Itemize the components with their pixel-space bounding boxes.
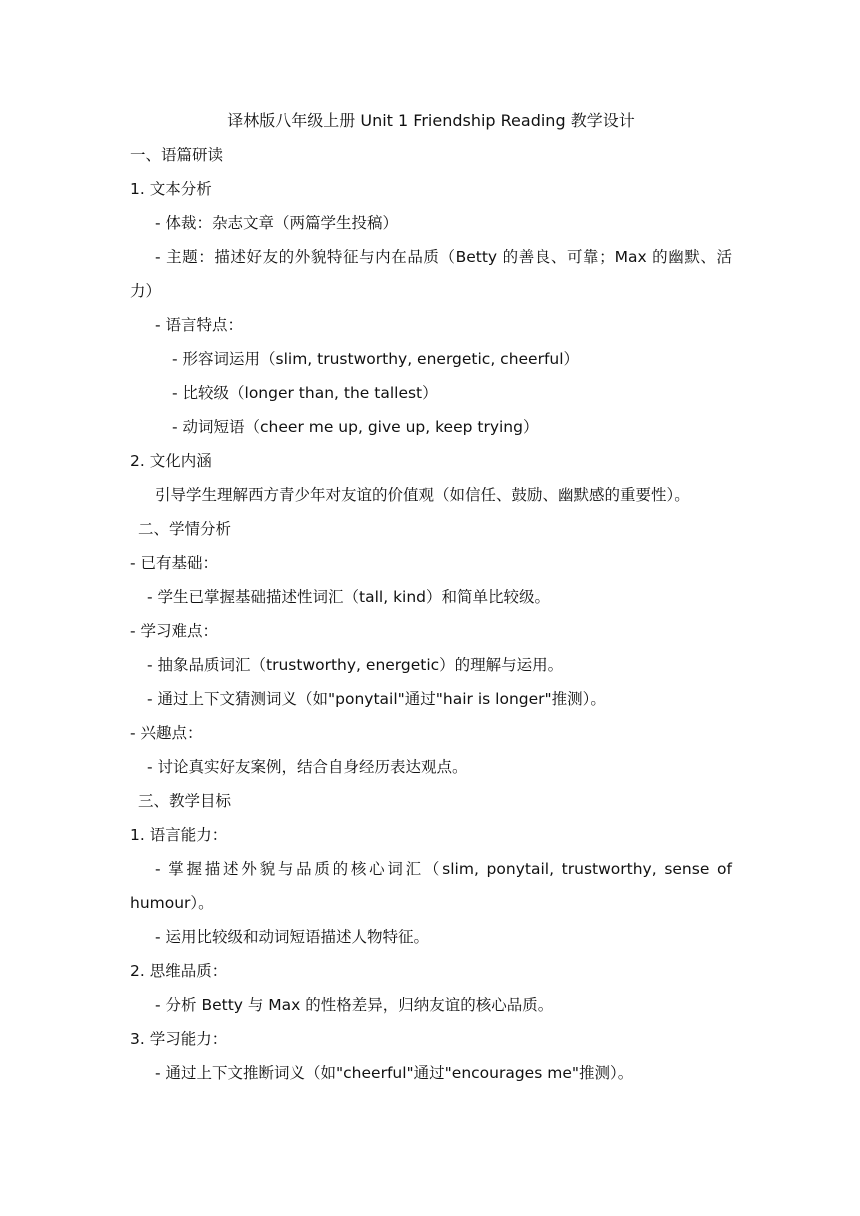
bullet-foundation-detail: - 学生已掌握基础描述性词汇（tall, kind）和简单比较级。 <box>147 588 551 606</box>
paragraph-cultural-connotation: 引导学生理解西方青少年对友谊的价值观（如信任、鼓励、幽默感的重要性）。 <box>155 486 690 504</box>
bullet-genre: - 体裁：杂志文章（两篇学生投稿） <box>155 214 399 232</box>
subheading-cultural-connotation: 2. 文化内涵 <box>130 452 212 470</box>
bullet-context-inference: - 通过上下文推断词义（如"cheerful"通过"encourages me"推测）。 <box>155 1064 634 1082</box>
document-title: 译林版八年级上册 Unit 1 Friendship Reading 教学设计 <box>227 111 635 130</box>
bullet-interest-detail: - 讨论真实好友案例，结合自身经历表达观点。 <box>147 758 468 776</box>
subheading-text-analysis: 1. 文本分析 <box>130 180 212 198</box>
bullet-existing-foundation: - 已有基础： <box>130 554 219 572</box>
bullet-adjectives: - 形容词运用（slim, trustworthy, energetic, cheerful） <box>172 350 580 368</box>
bullet-learning-difficulties: - 学习难点： <box>130 622 219 640</box>
bullet-difficulty-context-guessing: - 通过上下文猜测词义（如"ponytail"通过"hair is longer"推测）。 <box>147 690 606 708</box>
bullet-interest-points: - 兴趣点： <box>130 724 203 742</box>
bullet-character-analysis: - 分析 Betty 与 Max 的性格差异，归纳友谊的核心品质。 <box>155 996 554 1014</box>
bullet-core-vocabulary: - 掌握描述外貌与品质的核心词汇（slim, ponytail, trustworthy, sense of humour）。 <box>130 860 732 912</box>
subheading-thinking-quality: 2. 思维品质： <box>130 962 228 980</box>
bullet-comparatives-usage: - 运用比较级和动词短语描述人物特征。 <box>155 928 430 946</box>
section-heading-learner-analysis: 二、学情分析 <box>138 520 232 538</box>
subheading-learning-ability: 3. 学习能力： <box>130 1030 228 1048</box>
document-body <box>130 104 732 1090</box>
subheading-language-ability: 1. 语言能力： <box>130 826 228 844</box>
bullet-theme: - 主题：描述好友的外貌特征与内在品质（Betty 的善良、可靠；Max 的幽默、活力） <box>130 248 732 300</box>
bullet-comparatives: - 比较级（longer than, the tallest） <box>172 384 438 402</box>
bullet-phrasal-verbs: - 动词短语（cheer me up, give up, keep trying） <box>172 418 539 436</box>
section-heading-teaching-objectives: 三、教学目标 <box>138 792 232 810</box>
bullet-language-features: - 语言特点： <box>155 316 244 334</box>
bullet-difficulty-abstract-words: - 抽象品质词汇（trustworthy, energetic）的理解与运用。 <box>147 656 564 674</box>
section-heading-text-study: 一、语篇研读 <box>130 146 224 164</box>
